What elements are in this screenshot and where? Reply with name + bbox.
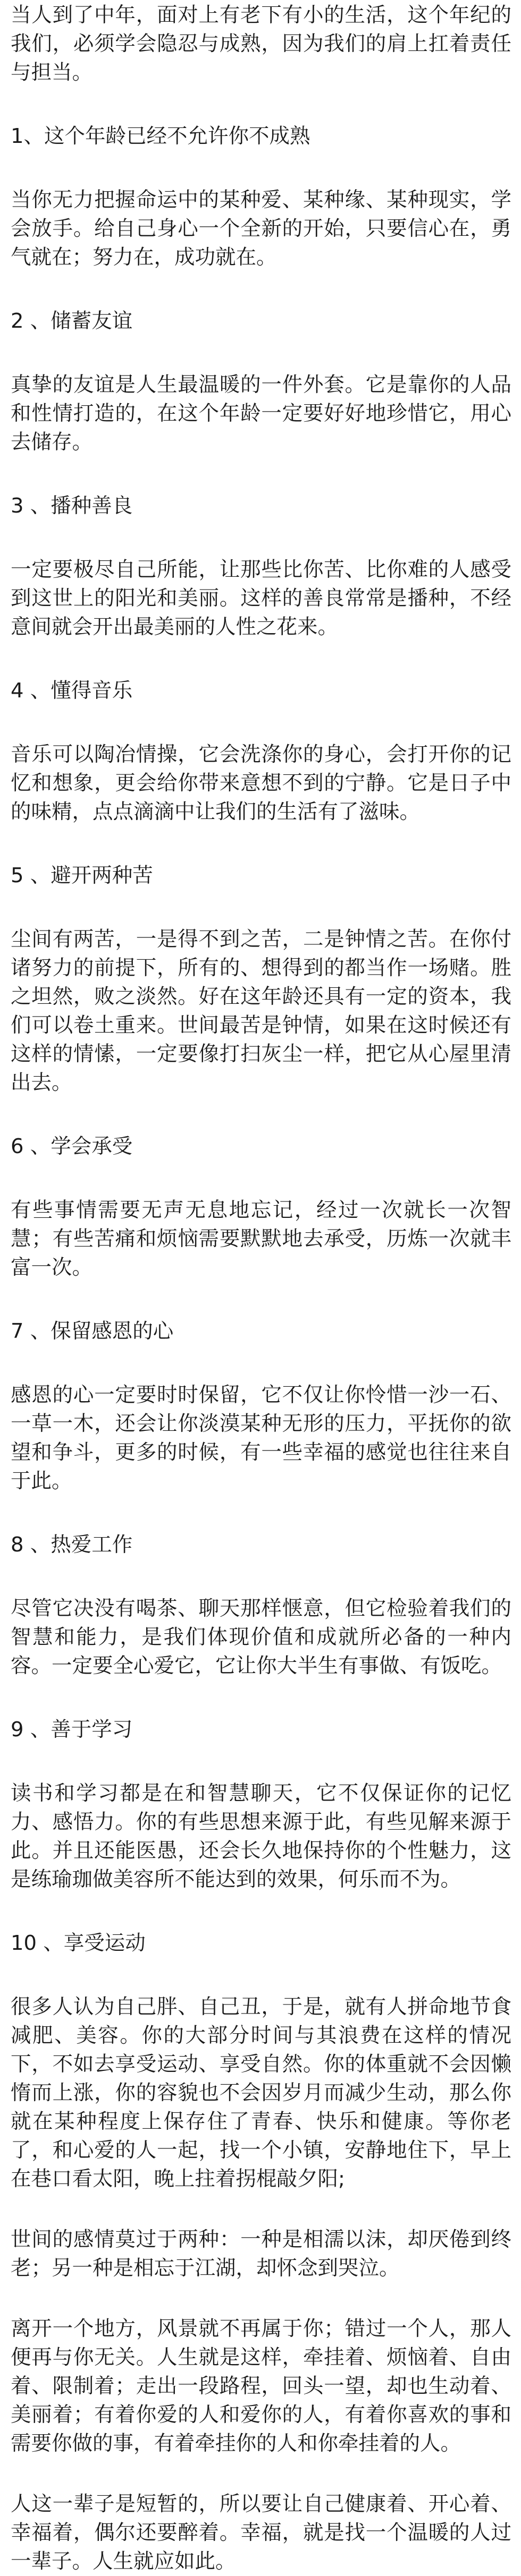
- section-body: 一定要极尽自己所能，让那些比你苦、比你难的人感受到这世上的阳光和美丽。这样的善良常常是播种，不经意间就会开出最美丽的人性之花来。: [11, 558, 511, 639]
- section-heading: 1、这个年龄已经不允许你不成熟: [11, 124, 310, 148]
- section-heading: 3 、播种善良: [11, 494, 133, 518]
- section-heading: 8 、热爱工作: [11, 1533, 133, 1557]
- section-body: 当你无力把握命运中的某种爱、某种缘、某种现实，学会放手。给自己身心一个全新的开始，只要信心在，勇气就在；努力在，成功就在。: [11, 188, 511, 269]
- section-heading: 7 、保留感恩的心: [11, 1319, 174, 1343]
- section-8: [0, 1531, 521, 1681]
- section-2: [0, 307, 521, 457]
- closing-paragraph: 人这一辈子是短暂的，所以要让自己健康着、开心着、幸福着，偶尔还要醉着。幸福，就是找一个温暖的人过一辈子。人生就应如此。: [11, 2492, 511, 2573]
- section-heading: 2 、储蓄友谊: [11, 309, 133, 333]
- section-body: 有些事情需要无声无息地忘记，经过一次就长一次智慧；有些苦痛和烦恼需要默默地去承受，历炼一次就丰富一次。: [11, 1198, 511, 1280]
- section-body: 很多人认为自己胖、自己丑，于是，就有人拼命地节食减肥、美容。你的大部分时间与其浪费在这样的情况下，不如去享受运动、享受自然。你的体重就不会因懒惰而上涨，你的容貌也不会因岁月而减少生动，那么你就在某种程度上保存住了青春、快乐和健康。等你老了，和心爱的人一起，找一个小镇，安静地住下，早上在巷口看太阳，晚上拄着拐棍敲夕阳;: [11, 1995, 511, 2191]
- section-body: 音乐可以陶冶情操，它会洗涤你的身心，会打开你的记忆和想象，更会给你带来意想不到的宁静。它是日子中的味精，点点滴滴中让我们的生活有了滋味。: [11, 743, 511, 824]
- section-body: 读书和学习都是在和智慧聊天，它不仅保证你的记忆力、感悟力。你的有些思想来源于此，有些见解来源于此。并且还能医愚，还会长久地保持你的个性魅力，这是练瑜珈做美容所不能达到的效果，何乐而不为。: [11, 1781, 511, 1891]
- section-3: [0, 492, 521, 642]
- section-heading: 4 、懂得音乐: [11, 679, 133, 703]
- section-heading: 6 、学会承受: [11, 1135, 133, 1158]
- section-4: [0, 677, 521, 826]
- section-9: [0, 1716, 521, 1894]
- closing-paragraph: 世间的感情莫过于两种：一种是相濡以沫，却厌倦到终老；另一种是相忘于江湖，却怀念到哭泣。: [11, 2228, 511, 2280]
- section-heading: 5 、避开两种苦: [11, 864, 153, 888]
- section-6: [0, 1132, 521, 1282]
- section-1: [0, 122, 521, 272]
- section-body: 尘间有两苦，一是得不到之苦，二是钟情之苦。在你付诸努力的前提下，所有的、想得到的都当作一场赌。胜之坦然，败之淡然。好在这年龄还具有一定的资本，我们可以卷土重来。世间最苦是钟情，如果在这时候还有这样的情愫，一定要像打扫灰尘一样，把它从心屋里清出去。: [11, 927, 511, 1095]
- section-body: 感恩的心一定要时时保留，它不仅让你怜惜一沙一石、一草一木，还会让你淡漠某种无形的压力，平抚你的欲望和争斗，更多的时候，有一些幸福的感觉也往往来自于此。: [11, 1383, 511, 1493]
- closing-paragraph: 离开一个地方，风景就不再属于你；错过一个人，那人便再与你无关。人生就是这样，牵挂着、烦恼着、自由着、限制着；走出一段路程，回头一望，却也生动着、美丽着；有着你爱的人和爱你的人，有着你喜欢的事和需要你做的事，有着牵挂你的人和你牵挂着的人。: [11, 2317, 511, 2455]
- section-10: [0, 1929, 521, 2194]
- intro-paragraph: 当人到了中年，面对上有老下有小的生活，这个年纪的我们，必须学会隐忍与成熟，因为我们的肩上扛着责任与担当。: [11, 3, 511, 84]
- section-body: 真挚的友谊是人生最温暖的一件外套。它是靠你的人品和性情打造的，在这个年龄一定要好好地珍惜它，用心去储存。: [11, 373, 511, 454]
- section-5: [0, 861, 521, 1097]
- section-body: 尽管它决没有喝茶、聊天那样惬意，但它检验着我们的智慧和能力，是我们体现价值和成就所必备的一种内容。一定要全心爱它，它让你大半生有事做、有饭吃。: [11, 1597, 511, 1678]
- section-heading: 9 、善于学习: [11, 1718, 133, 1742]
- section-7: [0, 1317, 521, 1496]
- section-heading: 10 、享受运动: [11, 1931, 146, 1955]
